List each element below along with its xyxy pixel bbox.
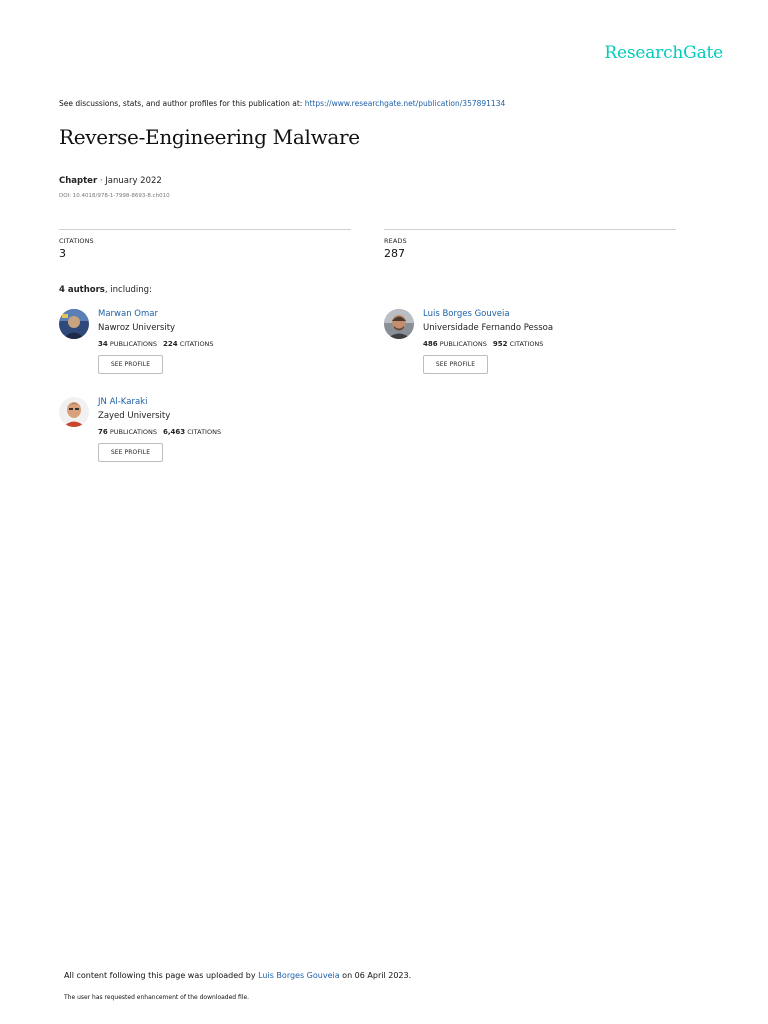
reads-stat [384, 229, 676, 260]
see-profile-button[interactable]: SEE PROFILE [98, 355, 163, 374]
author-photo-icon [59, 397, 89, 427]
author-publications-label: PUBLICATIONS [109, 340, 157, 348]
see-profile-button[interactable]: SEE PROFILE [98, 443, 163, 462]
author-stats [423, 340, 543, 348]
author-publications-count: 76 [98, 428, 108, 436]
meta-separator: · [97, 176, 106, 186]
author-citations-count: 952 [492, 340, 508, 348]
author-name-link[interactable]: Luis Borges Gouveia [423, 309, 510, 319]
authors-count: 4 authors [59, 285, 105, 295]
author-photo-icon [384, 309, 414, 339]
see-discussions-text: See discussions, stats, and author profiles for this publication at: [59, 99, 305, 108]
author-institution: Nawroz University [98, 323, 176, 333]
author-institution: Zayed University [98, 411, 171, 421]
publication-title: Reverse-Engineering Malware [59, 125, 360, 149]
author-name-link[interactable]: JN Al-Karaki [98, 397, 148, 407]
authors-heading-suffix: , including: [104, 285, 152, 295]
publication-doi: DOI: 10.4018/978-1-7998-8693-8.ch010 [59, 193, 170, 199]
author-publications-label: PUBLICATIONS [109, 428, 157, 436]
author-avatar[interactable] [384, 309, 414, 339]
citations-label: CITATIONS [59, 237, 94, 245]
reads-value: 287 [384, 247, 405, 260]
author-avatar[interactable] [59, 309, 89, 339]
uploader-link[interactable]: Luis Borges Gouveia [258, 971, 340, 980]
author-citations-label: CITATIONS [509, 340, 544, 348]
author-avatar[interactable] [59, 397, 89, 427]
author-citations-label: CITATIONS [179, 340, 214, 348]
author-card [384, 309, 684, 379]
author-institution: Universidade Fernando Pessoa [423, 323, 554, 333]
author-publications-count: 486 [423, 340, 438, 348]
author-citations-label: CITATIONS [187, 428, 222, 436]
publication-meta [59, 176, 162, 186]
author-stats [98, 428, 221, 436]
citations-stat [59, 229, 351, 260]
researchgate-logo[interactable]: ResearchGate [604, 43, 723, 63]
see-discussions-line [59, 99, 505, 108]
author-card [59, 397, 359, 467]
publication-type: Chapter [59, 176, 98, 186]
author-photo-icon [59, 309, 89, 339]
publication-url-link[interactable]: https://www.researchgate.net/publication/357891134 [304, 99, 506, 108]
author-card [59, 309, 359, 379]
author-stats [98, 340, 214, 348]
upload-notice [64, 971, 411, 980]
author-publications-count: 34 [98, 340, 108, 348]
author-citations-count: 6,463 [162, 428, 186, 436]
author-publications-label: PUBLICATIONS [439, 340, 487, 348]
authors-heading [59, 285, 152, 295]
publication-date: January 2022 [105, 176, 162, 186]
reads-label: READS [384, 237, 407, 245]
author-name-link[interactable]: Marwan Omar [98, 309, 158, 319]
upload-prefix: All content following this page was uploaded by [64, 971, 259, 980]
author-citations-count: 224 [162, 340, 178, 348]
see-profile-button[interactable]: SEE PROFILE [423, 355, 488, 374]
enhancement-note: The user has requested enhancement of the downloaded file. [64, 994, 250, 1001]
upload-suffix: on 06 April 2023. [339, 971, 412, 980]
citations-value: 3 [59, 247, 66, 260]
